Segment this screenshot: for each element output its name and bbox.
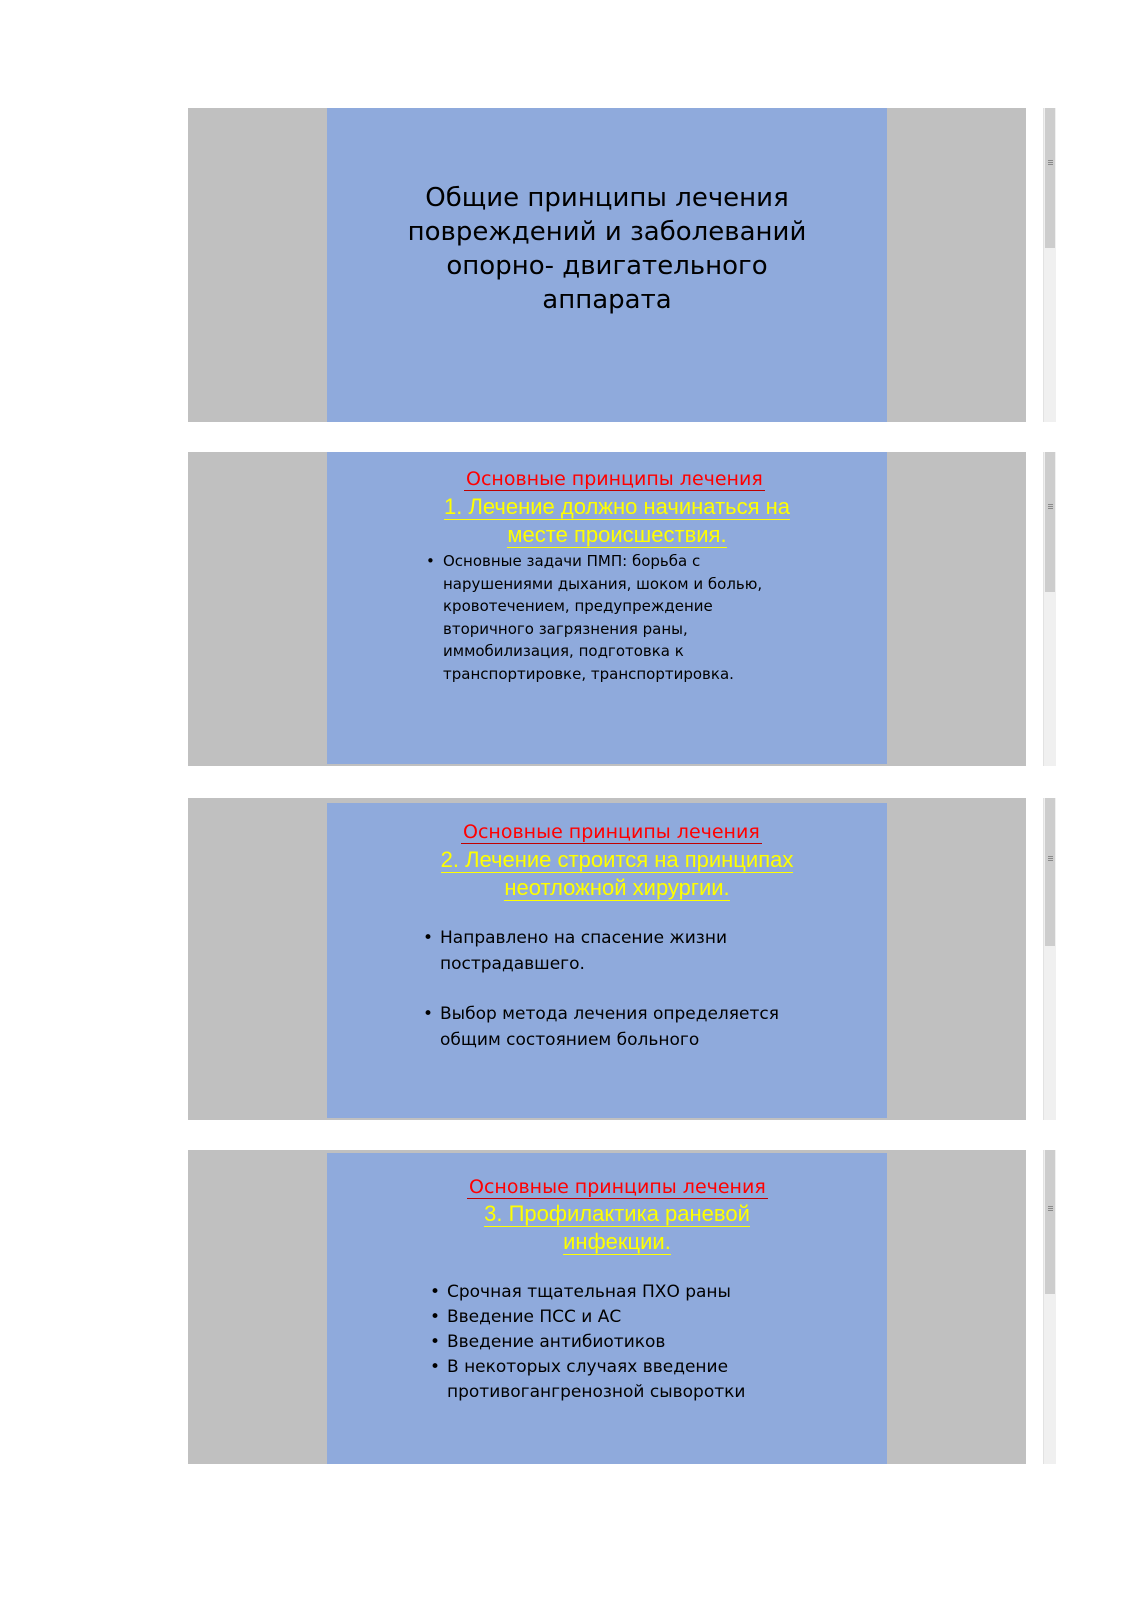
principle-line: инфекции. [563, 1229, 671, 1254]
slide-heading-text: Основные принципы лечения [469, 1176, 766, 1198]
principle-line: 2. Лечение строится на принципах [440, 847, 794, 872]
slide-title-line: аппарата [542, 285, 672, 315]
grip-icon [1048, 160, 1053, 165]
slide-heading-text: Основные принципы лечения [466, 468, 763, 490]
scrollbar-2[interactable] [1043, 452, 1056, 766]
slide-2 [327, 452, 887, 764]
bullet-list [423, 925, 793, 1053]
slide-heading-text: Основные принципы лечения [463, 821, 760, 843]
list-item: • Направлено на спасение жизни пострадавшего. [423, 925, 793, 977]
scrollbar-4[interactable] [1043, 1150, 1056, 1464]
slide-heading [464, 467, 764, 491]
list-item: • Срочная тщательная ПХО раны [430, 1280, 800, 1305]
slide-heading [467, 1175, 767, 1199]
principle-title [407, 1200, 827, 1256]
list-item: • Основные задачи ПМП: борьба с нарушениями дыхания, шоком и болью, кровотечением, предупреждение вторичного загрязнения раны, иммобилизация, подготовка к транспортировке, транспортировка. [426, 550, 786, 685]
slide-frame-4 [188, 1150, 1026, 1464]
principle-line: неотложной хирургии. [504, 875, 730, 900]
slide-3 [327, 803, 887, 1118]
grip-icon [1048, 1206, 1053, 1211]
list-item: • Выбор метода лечения определяется общим состоянием больного [423, 1001, 793, 1053]
slide-heading [461, 820, 761, 844]
slide-frame-1 [188, 108, 1026, 422]
slide-1 [327, 108, 887, 422]
principle-title [407, 846, 827, 902]
principle-line: 3. Профилактика раневой [484, 1201, 750, 1226]
principle-title [407, 493, 827, 549]
bullet-list [430, 1280, 800, 1405]
list-item: • Введение антибиотиков [430, 1330, 800, 1355]
scrollbar-thumb-1[interactable] [1045, 108, 1055, 248]
slide-frame-3 [188, 798, 1026, 1120]
slide-title [327, 181, 887, 317]
slide-4 [327, 1153, 887, 1464]
bullet-list [426, 550, 786, 685]
slide-title-line: повреждений и заболеваний [407, 217, 807, 247]
principle-line: 1. Лечение должно начинаться на [443, 494, 791, 519]
list-item: • Введение ПСС и АС [430, 1305, 800, 1330]
list-item: • В некоторых случаях введение противогангренозной сыворотки [430, 1355, 800, 1405]
scrollbar-thumb-4[interactable] [1045, 1150, 1055, 1294]
grip-icon [1048, 856, 1053, 861]
slide-title-line: опорно- двигательного [446, 251, 768, 281]
grip-icon [1048, 504, 1053, 509]
principle-line: месте происшествия. [507, 522, 727, 547]
scrollbar-thumb-2[interactable] [1045, 452, 1055, 592]
slide-frame-2 [188, 452, 1026, 766]
scrollbar-thumb-3[interactable] [1045, 798, 1055, 946]
scrollbar-1[interactable] [1043, 108, 1056, 422]
slide-title-line: Общие принципы лечения [425, 183, 789, 213]
scrollbar-3[interactable] [1043, 798, 1056, 1120]
